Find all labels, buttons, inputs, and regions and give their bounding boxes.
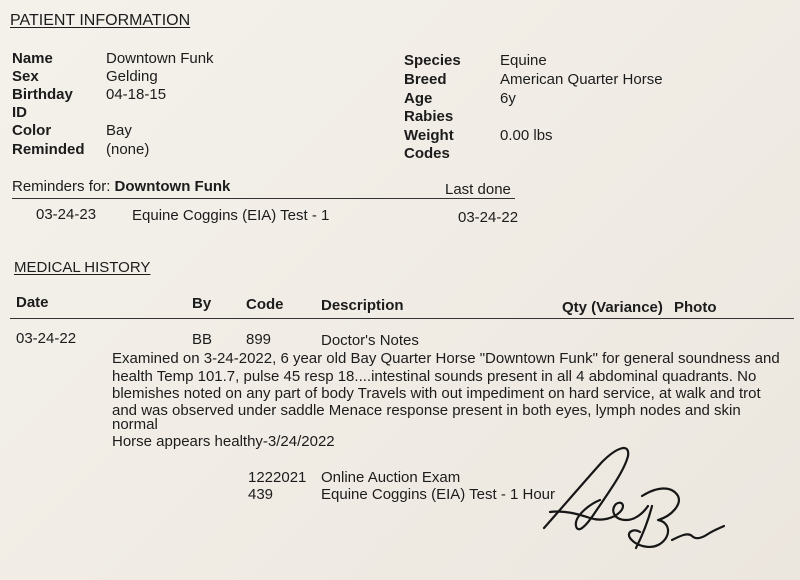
sub-item-code: 1222021	[248, 469, 307, 486]
name-value: Downtown Funk	[106, 50, 214, 67]
column-code: Code	[246, 296, 284, 313]
patient-info-heading: PATIENT INFORMATION	[10, 12, 191, 29]
reminded-value: (none)	[106, 141, 150, 158]
weight-value: 0.00 lbs	[500, 127, 553, 144]
sex-label: Sex	[12, 68, 39, 85]
reminders-header	[12, 178, 230, 195]
note-line: and was observed under saddle Menace response present in both eyes, lymph nodes and skin	[112, 402, 741, 419]
id-label: ID	[12, 104, 27, 121]
entry-code: 899	[246, 331, 272, 348]
entry-description: Doctor's Notes	[321, 332, 419, 349]
birthday-label: Birthday	[12, 86, 73, 103]
age-label: Age	[404, 90, 433, 107]
breed-label: Breed	[404, 71, 447, 88]
reminders-label: Reminders for:	[12, 178, 111, 195]
note-line: Horse appears healthy-3/24/2022	[112, 433, 335, 450]
column-qty-variance: Qty (Variance)	[562, 299, 663, 316]
age-value: 6y	[500, 90, 516, 107]
medical-history-heading: MEDICAL HISTORY	[14, 259, 151, 276]
species-label: Species	[404, 52, 461, 69]
reminder-description: Equine Coggins (EIA) Test - 1	[132, 207, 330, 224]
color-label: Color	[12, 122, 52, 139]
reminder-due-date: 03-24-23	[36, 206, 97, 223]
note-line: Examined on 3-24-2022, 6 year old Bay Quarter Horse "Downtown Funk" for general soundness and	[112, 350, 780, 367]
handwritten-signature	[540, 440, 730, 555]
column-description: Description	[321, 297, 404, 314]
species-value: Equine	[500, 52, 547, 69]
birthday-value: 04-18-15	[106, 86, 167, 103]
reminders-divider	[12, 198, 515, 199]
column-date: Date	[16, 294, 49, 311]
breed-value: American Quarter Horse	[500, 71, 663, 88]
note-line: normal	[112, 416, 158, 433]
sub-item-description: Online Auction Exam	[321, 469, 461, 486]
reminder-last-done: 03-24-22	[458, 209, 519, 226]
reminders-patient: Downtown Funk	[114, 178, 231, 195]
rabies-label: Rabies	[404, 108, 454, 125]
color-value: Bay	[106, 122, 132, 139]
sub-item-description: Equine Coggins (EIA) Test - 1 Hour	[321, 486, 556, 503]
reminded-label: Reminded	[12, 141, 85, 158]
entry-by: BB	[192, 331, 213, 348]
sex-value: Gelding	[106, 68, 158, 85]
name-label: Name	[12, 50, 53, 67]
weight-label: Weight	[404, 127, 454, 144]
note-line: health Temp 101.7, pulse 45 resp 18....intestinal sounds present in all 4 abdominal quadrants. No	[112, 368, 757, 385]
column-photo: Photo	[674, 299, 717, 316]
note-line: blemishes noted on any part of body Travels with out impediment on hard service, at walk and trot	[112, 385, 761, 402]
last-done-header: Last done	[445, 181, 511, 198]
entry-date: 03-24-22	[16, 330, 77, 347]
codes-label: Codes	[404, 145, 450, 162]
medical-history-divider	[10, 318, 794, 319]
column-by: By	[192, 295, 212, 312]
sub-item-code: 439	[248, 486, 274, 503]
